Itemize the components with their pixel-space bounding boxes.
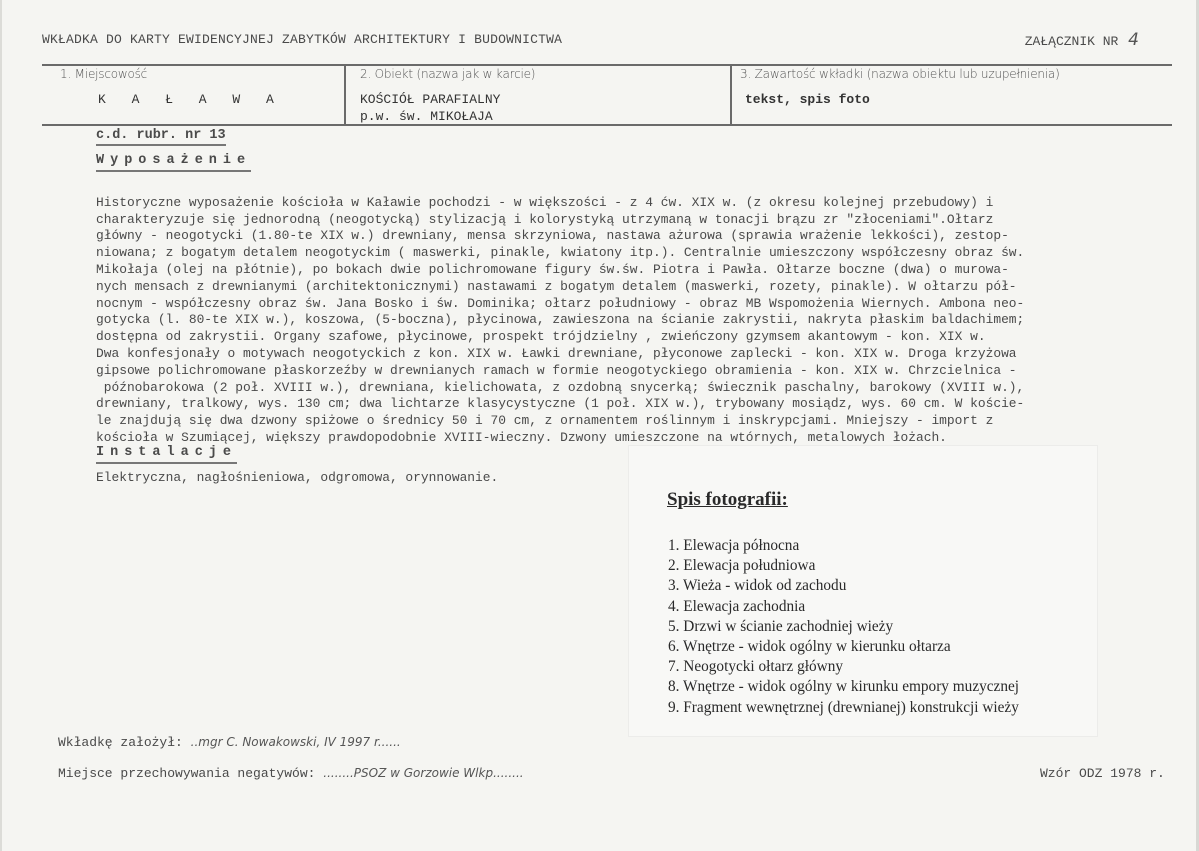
photo-list-item: 9. Fragment wewnętrznej (drewnianej) konstrukcji wieży (668, 698, 1019, 716)
text-line: niowana; z bogatym detalem neogotyckim ( maswerki, pinakle, kwiatony itp.). Centralnie umieszczony współczesny obraz św. (96, 245, 1025, 261)
equipment-text (96, 178, 1146, 464)
text-line: gotycka (l. 80-te XIX w.), koszowa, (5-boczna), płycinowa, zawieszona na ścianie zakrystii, nakryta płaskim baldachimem; (96, 312, 1025, 328)
template-note: Wzór ODZ 1978 r. (1040, 766, 1165, 781)
negatives-value: ........PSOZ w Gorzowie Wlkp........ (323, 766, 524, 780)
table-top-border (42, 64, 1172, 66)
photo-list-item: 6. Wnętrze - widok ogólny w kierunku ołtarza (668, 638, 951, 656)
text-line: główny - neogotycki (1.80-te XIX w.) drewniany, mensa skrzyniowa, nastawa ażurowa (sprawia wrażenie lekkości), zestop- (96, 228, 1009, 244)
text-line: nych mensach z drewnianymi (architektonicznymi) nastawami z bogatym detalem (maswerki, rozety, pinakle). W ołtarzu pół- (96, 278, 1017, 294)
text-line: Mikołaja (olej na płótnie), po bokach dwie polichromowane figury św.św. Piotra i Pawła. Ołtarze boczne (dwa) o murowa- (96, 261, 1009, 277)
locality-label: 1. Miejscowość (60, 67, 148, 81)
page-edge-left (0, 0, 2, 851)
equipment-heading: Wyposażenie (96, 152, 251, 172)
photo-list-item: 4. Elewacja zachodnia (668, 597, 806, 615)
table-divider-1 (344, 64, 346, 126)
text-line: drewniany, tralkowy, wys. 130 cm; dwa lichtarze klasycystyczne (1 poł. XIX w.), trybowany mosiądz, wys. 60 cm. W koście- (96, 396, 1025, 412)
photo-list-item: 8. Wnętrze - widok ogólny w kirunku empory muzycznej (668, 678, 1020, 696)
photo-list (668, 536, 1019, 718)
author-label: Wkładkę założył: (58, 735, 183, 750)
table-divider-2 (730, 64, 732, 126)
text-line: nocnym - współczesny obraz św. Jana Bosko i św. Dominika; ołtarz południowy - obraz MB Wspomożenia Wiernych. Ambona neo- (96, 295, 1025, 311)
object-value-line2: p.w. św. MIKOŁAJA (360, 109, 493, 124)
annex-label (1025, 30, 1139, 50)
author-value: ..mgr C. Nowakowski, IV 1997 r...... (190, 735, 401, 749)
annex-label-text: ZAŁĄCZNIK NR (1024, 34, 1119, 49)
text-line: kościoła w Szumiącej, większy prawdopodobnie XVIII-wieczny. Dzwony umieszczone na wtórnych, metalowych łożach. (96, 429, 947, 445)
installations-text: Elektryczna, nagłośnieniowa, odgromowa, orynnowanie. (96, 470, 499, 485)
photo-list-item: 1. Elewacja północna (668, 537, 800, 554)
photo-list-item: 2. Elewacja południowa (668, 557, 816, 575)
photo-list-item: 5. Drzwi w ścianie zachodniej wieży (668, 617, 894, 635)
content-value: tekst, spis foto (745, 92, 870, 107)
text-line: Dwa konfesjonały o motywach neogotyckich z kon. XIX w. Ławki drewniane, płyconowe zaplecki - kon. XIX w. Droga krzyżowa (96, 345, 1017, 361)
text-line: gipsowe polichromowane płaskorzeźby w drewnianych ramach w formie neogotyckiego obramienia - kon. XIX w. Chrzcielnica - (96, 362, 1017, 378)
negatives-label: Miejsce przechowywania negatywów: (58, 766, 316, 781)
text-line: charakteryzuje się jednorodną (neogotycką) stylizacją i kolorystyką utrzymaną w tonacji brązu zr "złoceniami".Ołtarz (96, 211, 994, 227)
object-label: 2. Obiekt (nazwa jak w karcie) (360, 67, 536, 81)
author-line (58, 735, 401, 750)
content-label: 3. Zawartość wkładki (nazwa obiektu lub uzupełnienia) (740, 67, 1060, 81)
text-line: le znajdują się dwa dzwony spiżowe o średnicy 50 i 70 cm, z ornamentem roślinnym i inskrypcjami. Mniejszy - import z (96, 413, 994, 429)
locality-value: K A Ł A W A (98, 92, 283, 107)
photo-list-item: 3. Wieża - widok od zachodu (668, 577, 847, 595)
text-line: Historyczne wyposażenie kościoła w Kaławie pochodzi - w większości - z 4 ćw. XIX w. (z okresu kolejnej przebudowy) i (96, 194, 994, 210)
text-line: dostępna od zakrystii. Organy szafowe, płycinowe, prospekt trójdzielny , zwieńczony gzymsem akantowym - kon. XIX w. (96, 329, 986, 345)
photo-list-item: 7. Neogotycki ołtarz główny (668, 658, 844, 676)
form-title: WKŁADKA DO KARTY EWIDENCYJNEJ ZABYTKÓW ARCHITEKTURY I BUDOWNICTWA (42, 32, 563, 47)
table-bottom-border (42, 124, 1172, 126)
negatives-line (58, 766, 524, 781)
object-value-line1: KOŚCIÓŁ PARAFIALNY (360, 92, 501, 107)
continuation-note: c.d. rubr. nr 13 (96, 127, 226, 146)
annex-number: 4 (1128, 30, 1139, 50)
installations-heading: Instalacje (96, 444, 237, 464)
photo-list-title: Spis fotografii: (667, 489, 788, 510)
text-line: późnobarokowa (2 poł. XVIII w.), drewniana, kielichowata, z ozdobną snycerką; świecznik paschalny, barokowy (XVIII w.), (96, 379, 1025, 395)
